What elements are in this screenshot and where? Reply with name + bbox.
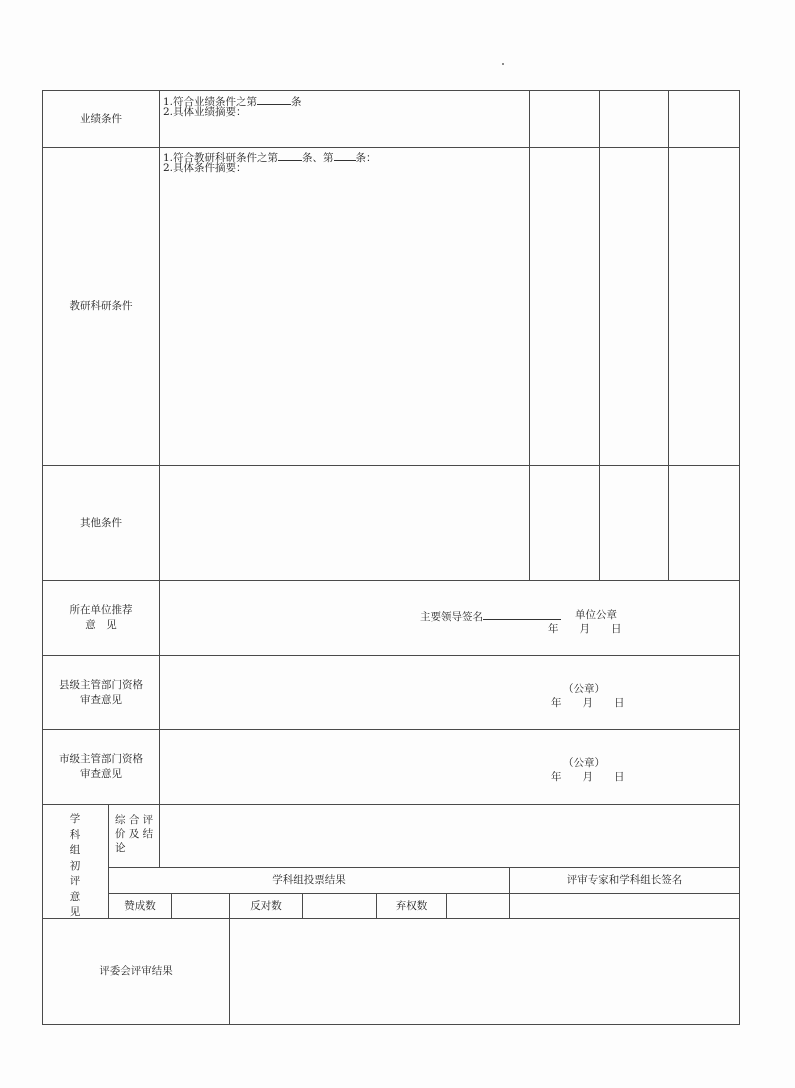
other-label: 其他条件 [80, 516, 122, 529]
group-label-char: 科 [69, 828, 81, 841]
vote-cell-divider-1 [171, 893, 172, 918]
group-label-char: 意 [69, 890, 81, 903]
achievement-line2: 2.具体业绩摘要： [163, 106, 247, 118]
unit-signature-blank[interactable] [483, 609, 561, 620]
group-label-char: 组 [69, 844, 81, 856]
city-date: 年 月 日 [551, 771, 625, 783]
score-column-1 [529, 90, 530, 580]
vote-result-header: 学科组投票结果 [272, 874, 346, 886]
unit-label: 所在单位推荐 意 见 [69, 604, 133, 631]
score-column-2 [599, 90, 600, 580]
research-line1: 1.符合教研科研条件之第 条、第 条： [163, 152, 377, 164]
scan-speck [502, 63, 504, 65]
unit-signature: 主要领导签名 [420, 609, 561, 624]
county-label: 县级主管部门资格 审查意见 [59, 678, 143, 706]
group-label-char: 初 [69, 859, 81, 872]
border-right [739, 90, 740, 1025]
oppose-label: 反对数 [250, 899, 282, 912]
evaluation-label-line2: 价 及 结 [115, 828, 154, 840]
achievement-line1: 1.符合业绩条件之第 条 [163, 96, 302, 108]
score-column-3 [668, 90, 669, 580]
research-blank-2[interactable] [334, 150, 356, 161]
achievement-blank[interactable] [257, 94, 291, 105]
achievement-label: 业绩条件 [80, 112, 122, 125]
research-label: 教研科研条件 [69, 300, 133, 312]
label-column-divider [159, 90, 160, 867]
group-label-char: 学 [69, 813, 81, 825]
county-seal: （公章） [563, 683, 605, 695]
unit-seal: 单位公章 [575, 609, 617, 621]
group-label-char: 评 [69, 875, 81, 887]
border-bottom [42, 1024, 740, 1025]
abstain-label: 弃权数 [395, 899, 428, 912]
evaluation-label-line1: 综 合 评 [115, 814, 154, 826]
signature-header: 评审专家和学科组长签名 [566, 874, 683, 886]
research-blank-1[interactable] [278, 150, 302, 161]
city-seal: （公章） [563, 757, 605, 769]
approve-label: 赞成数 [124, 899, 156, 912]
committee-label-divider [229, 918, 230, 1024]
group-vertical-label [68, 812, 82, 921]
vote-cell-divider-5 [446, 893, 447, 918]
vote-cell-divider-3 [302, 893, 303, 918]
unit-date: 年 月 日 [548, 623, 622, 635]
committee-label: 评委会评审结果 [99, 965, 173, 977]
group-label-char: 见 [69, 906, 81, 918]
city-label: 市级主管部门资格 审查意见 [59, 753, 143, 780]
county-date: 年 月 日 [551, 697, 625, 709]
research-line2: 2.具体条件摘要： [163, 162, 247, 174]
evaluation-label-line3: 论 [115, 842, 126, 854]
divider-group [42, 804, 740, 805]
